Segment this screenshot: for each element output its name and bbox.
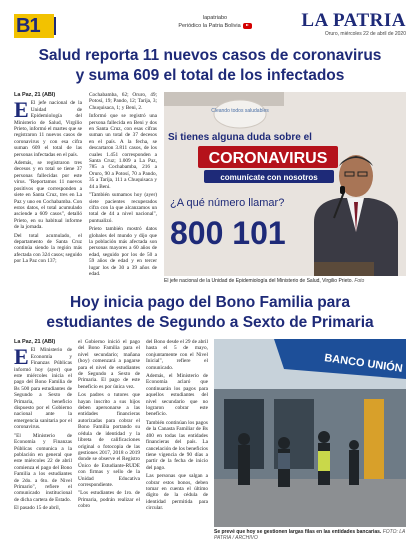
article1-headline xyxy=(10,46,410,86)
banner-big: CORONAVIRUS xyxy=(208,150,328,167)
paragraph: Además, el Ministerio de Economía aclaró que continuarán los pagos para aquellos estudiantes del nivel secundario que no lograron cobrar este beneficio. xyxy=(146,373,208,418)
paragraph-text: El Ministerio de Economía y Finanzas Públicas informó hoy (ayer) que este miércoles inicia el pago del Bono Familia de Bs 500 para estudiantes de Segundo a Sexto de Primaria, beneficio dispuesto por el Gobierno nacional ante la emergencia sanitaria por el coronavirus. xyxy=(14,347,72,431)
paragraph: E El jefe nacional de la Unidad de Epidemiología del Ministerio de Salud, Virgilio Prieto, informó el martes que se registraron 11 nuevos casos de coronavirus y con esa cifra suman 609 el total de las personas infectadas en el país. xyxy=(14,97,82,158)
article2-photo xyxy=(214,339,406,527)
article2-caption xyxy=(214,529,414,541)
article2-column-1 xyxy=(14,339,72,539)
banner-sub: comunícate con nosotros xyxy=(220,173,318,182)
paragraph: Además, se registraron tres decesos y en total se tiene 37 personas fallecidas por este virus. "Reportamos 11 nuevos positivos que corresponden a siete en Santa Cruz, tres en La Paz y uno en Cochabamba. Con estos datos, el total acumulado asciende a 609 casos", detalló Prieto, en su habitual informe de la jornada. xyxy=(14,160,82,231)
issue-date: Oruro, miércoles 22 de abril de 2020 xyxy=(324,31,406,37)
headline-line: estudiantes de Segundo a Sexto de Primaria xyxy=(46,314,374,331)
social-label: Periódico la Patria Bolivia xyxy=(178,23,241,29)
article2-headline xyxy=(10,293,410,333)
headline-line: Salud reporta 11 nuevos casos de coronavirus xyxy=(38,47,382,64)
question-text: ¿A qué número llamar? xyxy=(170,197,285,209)
article1-column-1 xyxy=(14,92,82,292)
headline-line: y suma 609 el total de los infectados xyxy=(75,67,345,84)
section-tag xyxy=(14,14,54,38)
paragraph: del Bono desde el 29 de abril hasta el 5 de mayo, conjuntamente con el Nivel Inicial", refiere el comunicado. xyxy=(146,339,208,371)
article1-photo xyxy=(164,92,406,276)
paragraph-text: El jefe nacional de la Unidad de Epidemiología del Ministerio de Salud, Virgilio Prieto, informó el martes que se registraron 11 nuevos casos de coronavirus y con esa cifra suman 609 el total de las personas infectadas en el país. xyxy=(14,100,82,158)
paragraph: Las personas que salgan a cobrar estos bonos, deben tomar en cuenta el último dígito de la cédula de identidad permitida para circular. xyxy=(146,473,208,512)
paragraph: Cochabamba, 62; Oruro, 49; Potosí, 19; Pando, 12; Tarija, 3; Chuquisaca, 1; y Beni, 2. xyxy=(89,92,157,111)
paragraph: Informó que se registró una persona fallecida en Beni y dos en Santa Cruz, con esas cifras suman un total de 37 decesos en el país. A la fecha, se descartaron 3.811 casos, de los cuales 1.451 corresponden a Santa Cruz; 1.009 a La Paz, 785 a Cochabamba, 216 a Oruro, 90 a Potosí, 70 a Pando, 35 a Tarija, 111 a Chuquisaca y 44 a Beni. xyxy=(89,113,157,190)
paragraph: Prieto también mostró datos globales del mundo y dijo que la población más afectada son personas mayores a 60 años de edad, seguido por los de 50 a 59 años de edad y en tercer lugar los de 30 a 39 años de edad. xyxy=(89,226,157,277)
article2-column-3 xyxy=(146,339,208,539)
paragraph: E El Ministerio de Economía y Finanzas Públicas informó hoy (ayer) que este miércoles inicia el pago del Bono Familia de Bs 500 para estudiantes de Segundo a Sexto de Primaria, beneficio dispuesto por el Gobierno nacional ante la emergencia sanitaria por el coronavirus. xyxy=(14,344,72,431)
article2-column-2 xyxy=(78,339,140,539)
caption-text: Se prevé que hoy se gestionen largas filas en las entidades bancarias. xyxy=(214,529,382,535)
youtube-icon xyxy=(243,23,252,29)
phone-number: 800 101 xyxy=(170,215,286,251)
caption-text: El jefe nacional de la Unidad de Epidemiología del Ministerio de Salud, Virgilio Prieto. xyxy=(164,278,353,284)
social-handle: lapatriabo xyxy=(202,15,228,21)
paragraph: el Gobierno inició el pago del Bono Familia para el nivel secundario; mañana (hoy) comenzará a pagarse para el nivel de estudiantes de Segundo a Sexto de Primaria. El pago de este beneficio es por única vez. xyxy=(78,339,140,390)
banner-text: Si tienes alguna duda sobre el xyxy=(168,132,312,143)
badge-text: Cleando todos saludables xyxy=(211,108,269,114)
social-info xyxy=(160,14,270,30)
paragraph: "El Ministerio de Economía y Finanzas Públicas comunica a la población en general que este miércoles 22 de abril comienza el pago del Bono Familia a los estudiantes de 2do. a 6to. de Nivel Primario", refiere el comunicado institucional de dicha cartera de Estado. xyxy=(14,432,72,503)
bank-queue-image xyxy=(214,339,406,527)
article2-dateline: La Paz, 21 (ABI) xyxy=(14,339,56,345)
paragraph: También continúan los pagos de la Canasta Familiar de Bs 400 en todas las entidades financieras del país. La cancelación de los beneficios tiene vigencia de 90 días a partir de la fecha de inicio del pago. xyxy=(146,419,208,471)
paragraph: "También sumamos hoy (ayer) siete pacientes recuperados cifra con la que alcanzamos un total de 44 a nivel nacional", puntualizó. xyxy=(89,192,157,224)
section-label: B1 xyxy=(16,15,40,37)
article1-caption xyxy=(164,278,406,284)
newspaper-logo: LA PATRIA xyxy=(301,10,406,31)
paragraph: El pasado 15 de abril, xyxy=(14,505,61,512)
paragraph: Los padres o tutores que hayan inscrito a sus hijos deben apersonarse a las entidades financieras autorizadas para cobrar el Bono Familia portando su cédula de identidad y la libreta de calificaciones original o fotocopia de las gestiones 2017, 2018 o 2019 donde se observe el Registro Único de Estudiante-RUDE con firmas y sello de la Unidad Educativa correspondiente. xyxy=(78,392,140,488)
article1-column-2 xyxy=(89,92,157,292)
press-conference-image xyxy=(164,92,406,276)
paragraph: "Los estudiantes de 1ro. de Primaria, podrán realizar el cobro xyxy=(78,490,140,510)
masthead xyxy=(0,0,420,44)
caption-credit: FOTO: LA PATRIA / ARCHIVO xyxy=(214,529,406,541)
article1-dateline: La Paz, 21 (ABI) xyxy=(14,92,56,98)
bank-sign: BANCO UNIÓN xyxy=(323,352,404,375)
headline-line: Hoy inicia pago del Bono Familia para xyxy=(70,294,350,311)
paragraph: Del total acumulado, el departamento de Santa Cruz continúa siendo la región más afectada con 324 casos; seguido por La Paz con 137; xyxy=(14,232,82,265)
caption-credit: Foto xyxy=(354,278,365,284)
